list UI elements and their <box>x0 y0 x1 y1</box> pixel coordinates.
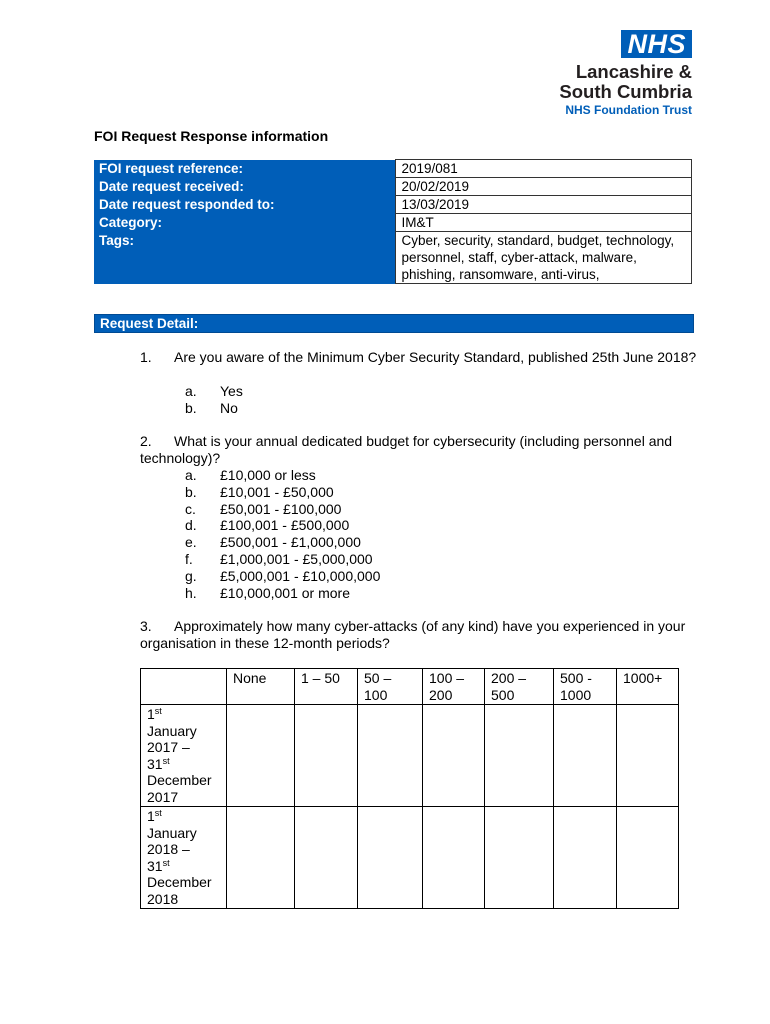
answer-cell[interactable] <box>485 705 554 807</box>
answer-cell[interactable] <box>295 807 358 909</box>
table-header-cell: 500 - 1000 <box>554 669 617 705</box>
table-header-cell: 1 – 50 <box>295 669 358 705</box>
option-item <box>140 467 380 484</box>
option-item <box>140 517 380 534</box>
period-start-day: 1 <box>147 808 155 824</box>
answer-cell[interactable] <box>485 807 554 909</box>
option-item <box>140 400 243 417</box>
option-text: No <box>220 399 238 416</box>
info-value: IM&T <box>396 214 692 232</box>
option-letter: h. <box>185 584 197 601</box>
option-item <box>140 484 380 501</box>
info-label: Category: <box>94 214 396 232</box>
option-text: £10,001 - £50,000 <box>220 483 334 500</box>
info-value: 13/03/2019 <box>396 196 692 214</box>
option-letter: b. <box>185 483 197 500</box>
table-row <box>141 705 679 807</box>
table-header-cell: 100 – 200 <box>423 669 485 705</box>
period-start-suffix: st <box>154 706 162 716</box>
info-row-category <box>94 214 692 232</box>
question-text: Approximately how many cyber-attacks (of any kind) have you experienced in your organisation in these 12-month periods? <box>140 618 686 651</box>
info-label: Date request responded to: <box>94 196 396 214</box>
question-2-options <box>140 467 380 601</box>
option-letter: b. <box>185 399 197 416</box>
option-letter: e. <box>185 534 197 551</box>
option-text: £500,001 - £1,000,000 <box>220 534 361 551</box>
nhs-logo-box: NHS <box>621 30 692 58</box>
option-item <box>140 534 380 551</box>
info-value: 2019/081 <box>396 160 692 178</box>
answer-cell[interactable] <box>423 705 485 807</box>
period-end-day: 31 <box>147 755 163 772</box>
cyber-attacks-table <box>140 668 679 909</box>
question-1 <box>140 349 715 366</box>
period-cell <box>141 807 227 909</box>
option-item <box>140 585 380 602</box>
period-end-text: December 2017 <box>147 772 212 805</box>
trust-logo <box>559 30 692 118</box>
foi-info-table <box>94 159 692 284</box>
answer-cell[interactable] <box>423 807 485 909</box>
option-item <box>140 568 380 585</box>
option-text: £10,000,001 or more <box>220 584 350 601</box>
question-text: Are you aware of the Minimum Cyber Security Standard, published 25th June 2018? <box>174 349 697 365</box>
option-text: Yes <box>220 383 243 399</box>
answer-cell[interactable] <box>554 807 617 909</box>
period-start-day: 1 <box>147 706 155 722</box>
question-text: What is your annual dedicated budget for cybersecurity (including personnel and technology)? <box>140 433 673 466</box>
period-end-text: December 2018 <box>147 874 212 907</box>
org-name-line1: Lancashire & <box>575 61 692 82</box>
question-number: 2. <box>140 433 152 449</box>
question-number: 1. <box>140 349 152 365</box>
info-label: Tags: <box>94 232 396 284</box>
answer-cell[interactable] <box>227 807 295 909</box>
period-end-suffix: st <box>162 857 170 868</box>
answer-cell[interactable] <box>358 807 423 909</box>
option-item <box>140 383 243 400</box>
period-cell <box>141 705 227 807</box>
option-letter: c. <box>185 500 196 517</box>
org-name-line3: NHS Foundation Trust <box>565 103 692 117</box>
table-header-cell: None <box>227 669 295 705</box>
table-header-cell: 1000+ <box>617 669 679 705</box>
option-item <box>140 551 380 568</box>
period-end-suffix: st <box>162 755 170 766</box>
answer-cell[interactable] <box>617 705 679 807</box>
info-value: 20/02/2019 <box>396 178 692 196</box>
info-row-responded <box>94 196 692 214</box>
table-row <box>141 807 679 909</box>
option-item <box>140 501 380 518</box>
period-start-text: January 2017 – <box>147 722 197 755</box>
question-number: 3. <box>140 618 152 634</box>
info-value: Cyber, security, standard, budget, technology, personnel, staff, cyber-attack, malware, phishing, ransomware, anti-virus, <box>396 232 692 284</box>
answer-cell[interactable] <box>227 705 295 807</box>
info-row-reference <box>94 160 692 178</box>
table-header-cell: 200 – 500 <box>485 669 554 705</box>
option-text: £50,001 - £100,000 <box>220 500 342 517</box>
option-letter: g. <box>185 567 197 584</box>
request-detail-header: Request Detail: <box>94 314 694 333</box>
question-3 <box>140 618 715 652</box>
option-letter: d. <box>185 517 197 534</box>
question-2 <box>140 433 715 467</box>
option-text: £5,000,001 - £10,000,000 <box>220 567 381 584</box>
option-text: £10,000 or less <box>220 467 316 483</box>
period-start-suffix: st <box>154 808 162 818</box>
page-title: FOI Request Response information <box>94 128 329 144</box>
period-start-text: January 2018 – <box>147 824 197 857</box>
option-letter: a. <box>185 467 197 483</box>
answer-cell[interactable] <box>358 705 423 807</box>
info-row-received <box>94 178 692 196</box>
answer-cell[interactable] <box>295 705 358 807</box>
option-text: £1,000,001 - £5,000,000 <box>220 550 373 567</box>
info-label: FOI request reference: <box>94 160 396 178</box>
table-header-row <box>141 669 679 705</box>
question-1-options <box>140 383 243 417</box>
org-name-line2: South Cumbria <box>559 81 692 102</box>
info-label: Date request received: <box>94 178 396 196</box>
answer-cell[interactable] <box>554 705 617 807</box>
option-letter: a. <box>185 383 197 399</box>
answer-cell[interactable] <box>617 807 679 909</box>
info-row-tags <box>94 232 692 284</box>
option-text: £100,001 - £500,000 <box>220 517 350 534</box>
table-header-cell: 50 – 100 <box>358 669 423 705</box>
period-end-day: 31 <box>147 857 163 874</box>
option-letter: f. <box>185 550 193 567</box>
table-header-cell <box>141 669 227 705</box>
